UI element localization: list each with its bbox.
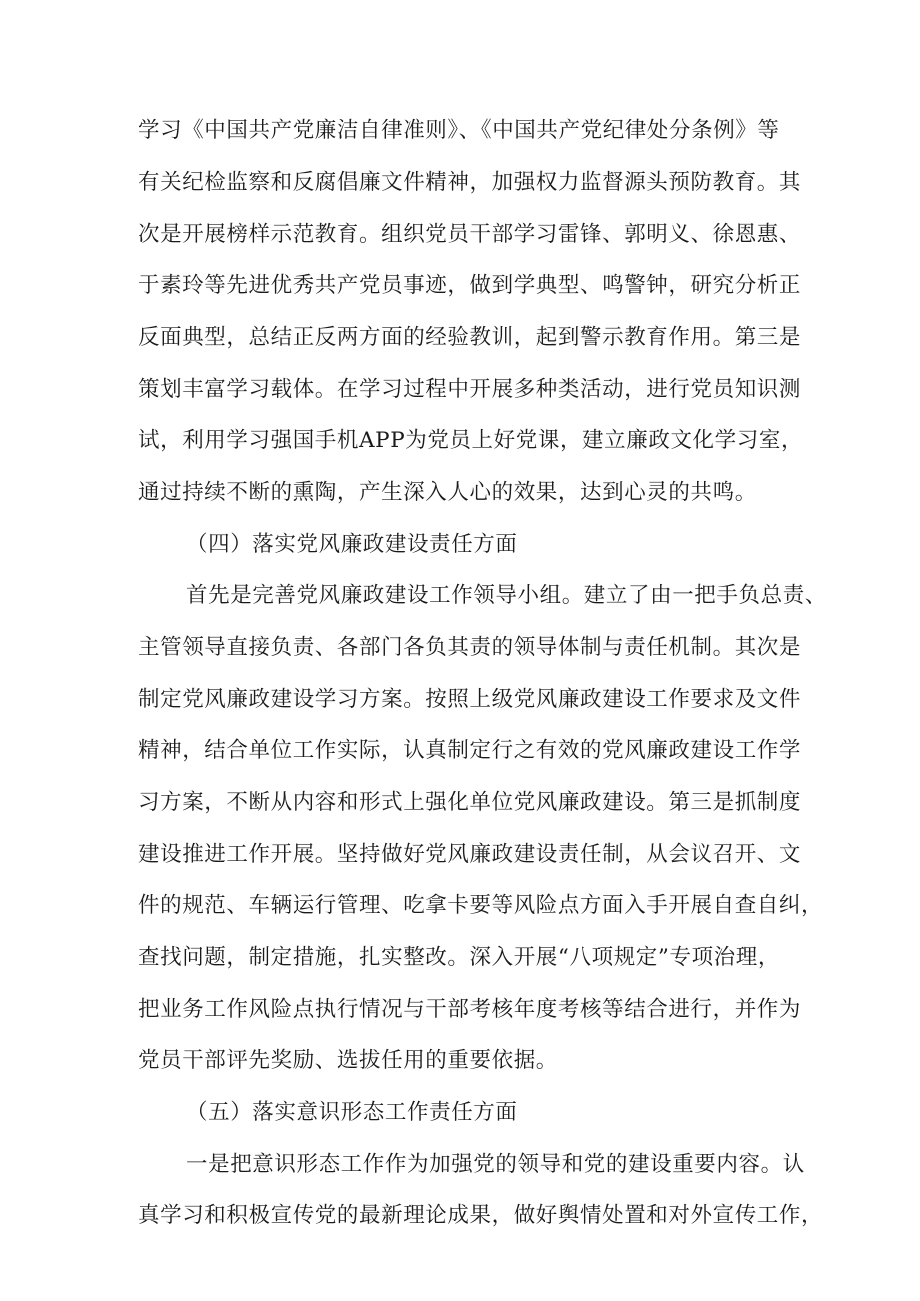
body-line: 通过持续不断的熏陶，产生深入人心的效果，达到心灵的共鸣。 [138, 480, 757, 505]
body-line: 党员干部评先奖励、选拔任用的重要依据。 [138, 1048, 558, 1073]
body-line: 学习《中国共产党廉洁自律准则》、《中国共产党纪律处分条例》等 [138, 118, 780, 143]
section-heading-5: （五）落实意识形态工作责任方面 [186, 1100, 518, 1125]
body-line: 于素玲等先进优秀共产党员事迹，做到学典型、鸣警钟，研究分析正 [138, 273, 802, 298]
body-line: 主管领导直接负责、各部门各负其责的领导体制与责任机制。其次是 [138, 635, 802, 660]
body-line: 制定党风廉政建设学习方案。按照上级党风廉政建设工作要求及文件 [138, 687, 802, 712]
body-line: 习方案，不断从内容和形式上强化单位党风廉政建设。第三是抓制度 [138, 790, 802, 815]
body-line: 真学习和积极宣传党的最新理论成果，做好舆情处置和对外宣传工作， [138, 1203, 824, 1228]
body-line: 精神，结合单位工作实际，认真制定行之有效的党风廉政建设工作学 [138, 738, 802, 763]
body-line: 次是开展榜样示范教育。组织党员干部学习雷锋、郭明义、徐恩惠、 [138, 222, 802, 247]
body-line: 策划丰富学习载体。在学习过程中开展多种类活动，进行党员知识测 [138, 377, 802, 402]
body-line: 件的规范、车辆运行管理、吃拿卡要等风险点方面入手开展自查自纠， [138, 893, 824, 918]
body-line: 建设推进工作开展。坚持做好党风廉政建设责任制，从会议召开、文 [138, 842, 802, 867]
body-line: 试，利用学习强国手机APP为党员上好党课，建立廉政文化学习室， [138, 428, 804, 453]
paragraph-start: 一是把意识形态工作作为加强党的领导和党的建设重要内容。认 [186, 1152, 805, 1177]
body-line: 把业务工作风险点执行情况与干部考核年度考核等结合进行，并作为 [138, 997, 802, 1022]
body-line: 反面典型，总结正反两方面的经验教训，起到警示教育作用。第三是 [138, 325, 802, 350]
body-line: 有关纪检监察和反腐倡廉文件精神，加强权力监督源头预防教育。其 [138, 170, 802, 195]
paragraph-start: 首先是完善党风廉政建设工作领导小组。建立了由一把手负总责、 [186, 583, 827, 608]
section-heading-4: （四）落实党风廉政建设责任方面 [186, 532, 518, 557]
body-line: 查找问题，制定措施，扎实整改。深入开展“八项规定”专项治理， [138, 945, 780, 970]
